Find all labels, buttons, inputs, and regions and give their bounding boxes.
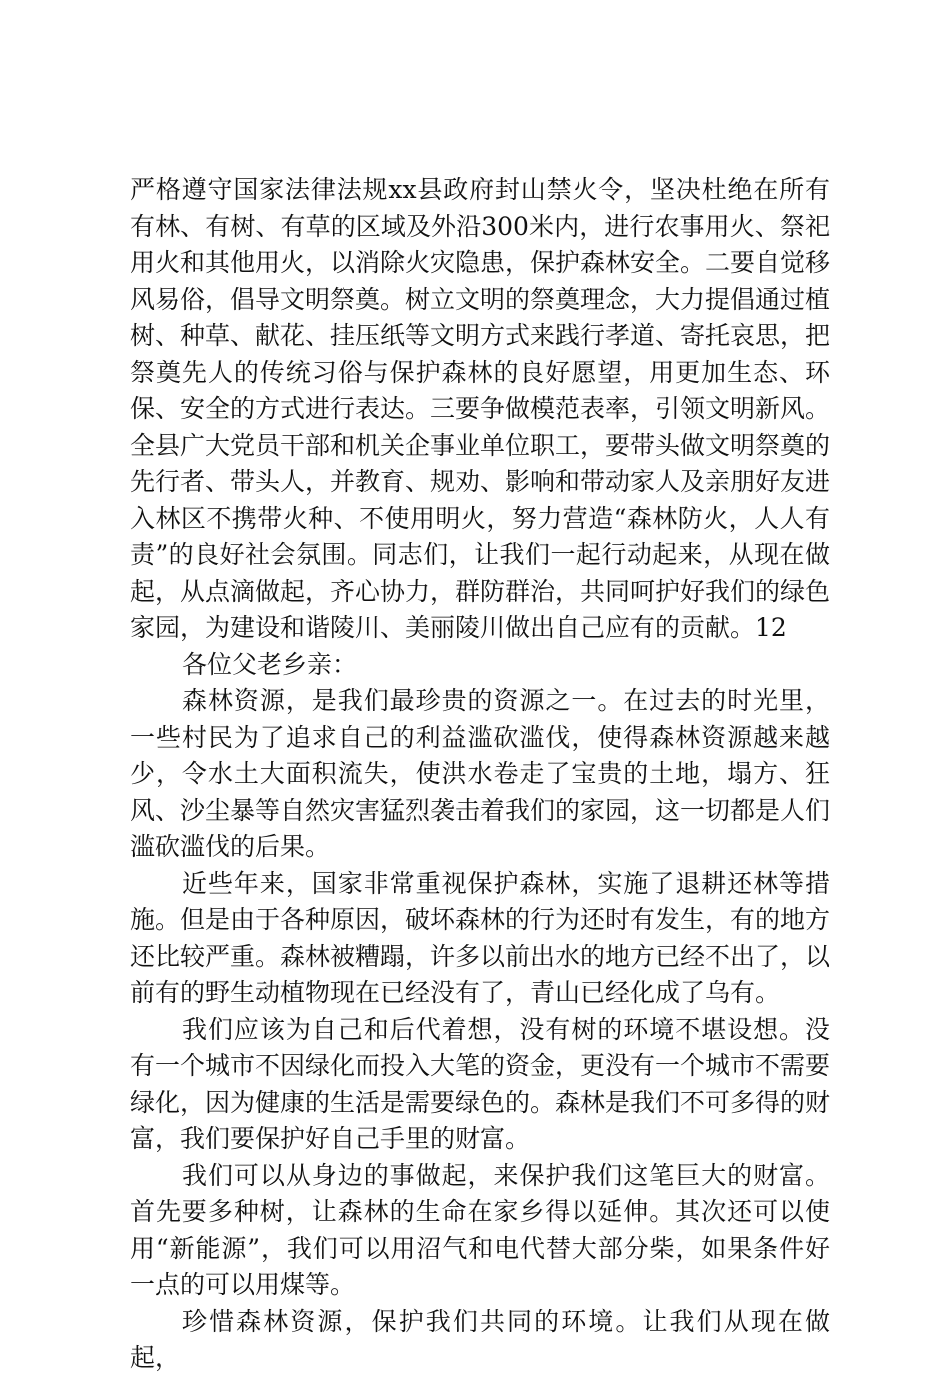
paragraph: 我们应该为自己和后代着想，没有树的环境不堪设想。没有一个城市不因绿化而投入大笔的资金，更没有一个城市不需要绿化，因为健康的生活是需要绿色的。森林是我们不可多得的财富，我们要保护好自己手里的财富。 <box>130 1014 831 1153</box>
paragraph: 森林资源，是我们最珍贵的资源之一。在过去的时光里，一些村民为了追求自己的利益滥砍滥伐，使得森林资源越来越少，令水土大面积流失，使洪水卷走了宝贵的土地，塌方、狂风、沙尘暴等自然灾害猛烈袭击着我们的家园，这一切都是人们滥砍滥伐的后果。 <box>130 686 831 861</box>
salutation: 各位父老乡亲： <box>182 649 358 679</box>
paragraph-continuation: 严格遵守国家法律法规xx县政府封山禁火令，坚决杜绝在所有有林、有树、有草的区域及外沿300米内，进行农事用火、祭祀用火和其他用火，以消除火灾隐患，保护森林安全。二要自觉移风易俗，倡导文明祭奠。树立文明的祭奠理念，大力提倡通过植树、种草、献花、挂压纸等文明方式来践行孝道、寄托哀思，把祭奠先人的传统习俗与保护森林的良好愿望，用更加生态、环保、安全的方式进行表达。三要争做模范表率，引领文明新风。全县广大党员干部和机关企事业单位职工，要带头做文明祭奠的先行者、带头人，并教育、规劝、影响和带动家人及亲朋好友进入林区不携带火种、不使用明火，努力营造“森林防火，人人有责”的良好社会氛围。同志们，让我们一起行动起来，从现在做起，从点滴做起，齐心协力，群防群治，共同呵护好我们的绿色家园，为建设和谐陵川、美丽陵川做出自己应有的贡献。12 <box>130 175 831 642</box>
document-body <box>130 172 830 1377</box>
paragraph: 近些年来，国家非常重视保护森林，实施了退耕还林等措施。但是由于各种原因，破坏森林的行为还时有发生，有的地方还比较严重。森林被糟蹋，许多以前出水的地方已经不出了，以前有的野生动植物现在已经没有了，青山已经化成了乌有。 <box>130 868 831 1007</box>
paragraph: 我们可以从身边的事做起，来保护我们这笔巨大的财富。首先要多种树，让森林的生命在家乡得以延伸。其次还可以使用“新能源”，我们可以用沼气和电代替大部分柴，如果条件好一点的可以用煤等。 <box>130 1160 830 1299</box>
paragraph: 珍惜森林资源，保护我们共同的环境。让我们从现在做起， <box>130 1306 830 1372</box>
